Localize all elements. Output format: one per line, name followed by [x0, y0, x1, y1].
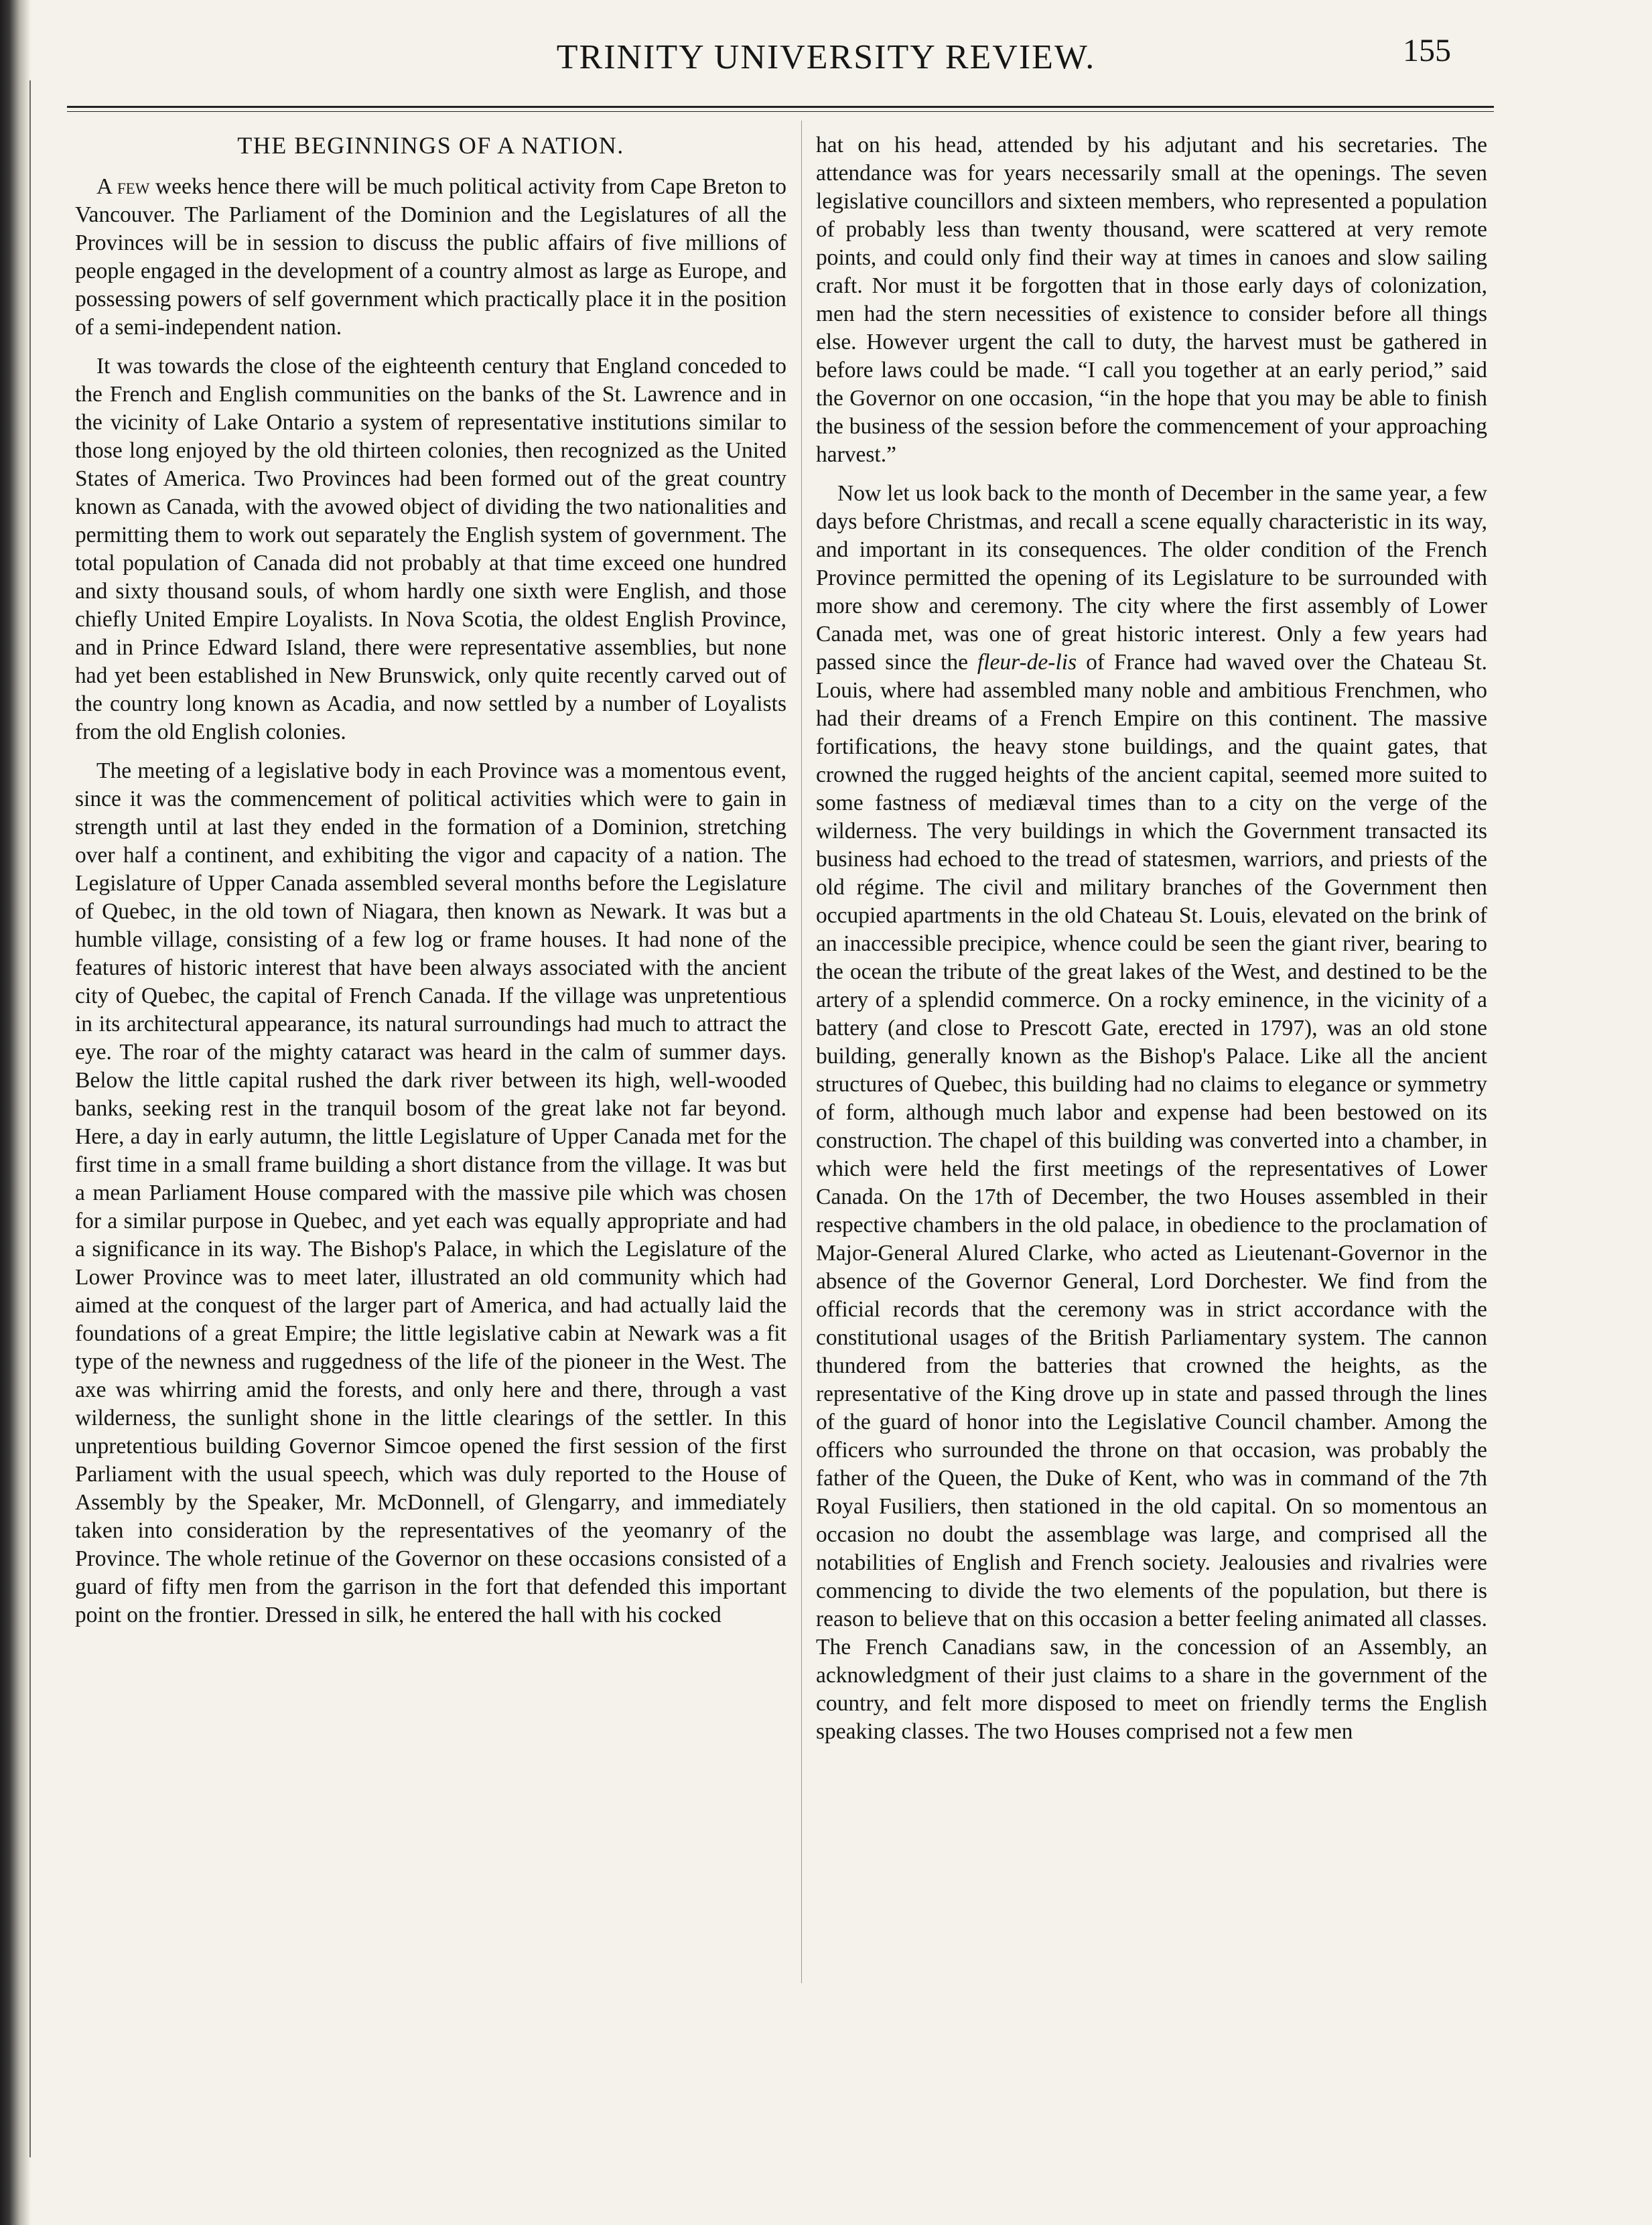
- paragraph-3: The meeting of a legislative body in each Province was a momentous event, since it was the commencement of political activities which were to gain in strength until at last they ended in the formation of a Dominion, stretching over half a continent, and exhibiting the vigor and capacity of a nation. The Legislature of Upper Canada assembled several months before the Legislature of Quebec, in the old town of Niagara, then known as Newark. It was but a humble village, consisting of a few log or frame houses. It had none of the features of historic interest that have been always associated with the ancient city of Quebec, the capital of French Canada. If the village was unpretentious in its architectural appearance, its natural surroundings had much to attract the eye. The roar of the mighty cataract was heard in the calm of summer days. Below the little capital rushed the dark river between its high, well-wooded banks, seeking rest in the tranquil bosom of the great lake not far beyond. Here, a day in early autumn, the little Legislature of Upper Canada met for the first time in a small frame building a short distance from the village. It was but a mean Parliament House compared with the massive pile which was chosen for a similar purpose in Quebec, and yet each was equally appropriate and had a significance in its way. The Bishop's Palace, in which the Legislature of the Lower Province was to meet later, illustrated an old community which had aimed at the conquest of the larger part of America, and had actually laid the foundations of a great Empire; the little legislative cabin at Newark was a fit type of the newness and ruggedness of the life of the pioneer in the West. The axe was whirring amid the forests, and only here and there, through a vast wilderness, the sunlight shone in the little clearings of the settler. In this unpretentious building Governor Simcoe opened the first session of the first Parliament with the usual speech, which was duly reported to the House of Assembly by the Speaker, Mr. McDonnell, of Glengarry, and immediately taken into consideration by the representatives of the yeomanry of the Province. The whole retinue of the Governor on these occasions consisted of a guard of fifty men from the garrison in the fort that defended this important point on the frontier. Dressed in silk, he entered the hall with his cocked: [75, 758, 786, 1627]
- running-title: TRINITY UNIVERSITY REVIEW.: [556, 38, 1096, 76]
- page-binding-shadow: [0, 0, 31, 2225]
- binding-edge-line: [29, 80, 31, 2157]
- paragraph-5-text-a: Now let us look back to the month of December in the same year, a few days before Christmas, and recall a scene equally characteristic in its way, and important in its consequences. The older condition of the French Province permitted the opening of its Legislature to be surrounded with more show and ceremony. The city where the first assembly of Lower Canada met, was one of great historic interest. Only a few years had passed since the: [816, 481, 1487, 675]
- right-column: [816, 131, 1487, 1757]
- header-rule: [67, 106, 1494, 108]
- paragraph-1-text: weeks hence there will be much political activity from Cape Breton to Vancouver. The Parliament of the Dominion and the Legislatures of all the Provinces will be in session to discuss the public affairs of five millions of people engaged in the development of a country almost as large as Europe, and possessing powers of self government which practically place it in the position of a semi-independent nation.: [75, 174, 786, 340]
- page-header: [0, 25, 1652, 86]
- paragraph-4: hat on his head, attended by his adjutant and his secretaries. The attendance was for years necessarily small at the openings. The seven legislative councillors and sixteen members, who represented a population of probably less than twenty thousand, were scattered at very remote points, and could only find their way at times in canoes and slow sailing craft. Nor must it be forgotten that in those early days of colonization, men had the stern necessities of existence to consider before all things else. However urgent the call to duty, the harvest must be gathered in before laws could be made. “I call you together at an early period,” said the Governor on one occasion, “in the hope that you may be able to finish the business of the session before the commencement of your approaching harvest.”: [816, 133, 1487, 467]
- paragraph-5-italic: fleur-de-lis: [977, 650, 1077, 675]
- paragraph-5: [816, 480, 1487, 1746]
- column-divider: [801, 121, 802, 1983]
- header-rule-thin: [67, 111, 1494, 112]
- paragraph-1-lead: A few: [96, 174, 150, 199]
- paragraph-1: [75, 173, 786, 342]
- paragraph-2: It was towards the close of the eighteenth century that England conceded to the French and English communities on the banks of the St. Lawrence and in the vicinity of Lake Ontario a system of representative institutions similar to those long enjoyed by the old thirteen colonies, then recognized as the United States of America. Two Provinces had been formed out of the great country known as Canada, with the avowed object of dividing the two nationalities and permitting them to work out separately the English system of government. The total population of Canada did not probably at that time exceed one hundred and sixty thousand souls, of whom hardly one sixth were English, and those chiefly United Empire Loyalists. In Nova Scotia, the oldest English Province, and in Prince Edward Island, there were representative assemblies, but none had yet been established in New Brunswick, only quite recently carved out of the country long known as Acadia, and now settled by a number of Loyalists from the old English colonies.: [75, 354, 786, 744]
- left-column: [75, 131, 786, 1640]
- paragraph-5-text-b: of France had waved over the Chateau St. Louis, where had assembled many noble and ambitious Frenchmen, who had their dreams of a French Empire on this continent. The massive fortifications, the heavy stone buildings, and the quaint gates, that crowned the rugged heights of the ancient capital, seemed more suited to some fastness of mediæval times than to a city on the verge of the wilderness. The very buildings in which the Government transacted its business had echoed to the tread of statesmen, warriors, and priests of the old régime. The civil and military branches of the Government then occupied apartments in the old Chateau St. Louis, elevated on the brink of an inaccessible precipice, whence could be seen the giant river, bearing to the ocean the tribute of the great lakes of the West, and destined to be the artery of a splendid commerce. On a rocky eminence, in the vicinity of a battery (and close to Prescott Gate, erected in 1797), was an old stone building, generally known as the Bishop's Palace. Like all the ancient structures of Quebec, this building had no claims to elegance or symmetry of form, although much labor and expense had been bestowed on its construction. The chapel of this building was converted into a chamber, in which were held the first meetings of the representatives of Lower Canada. On the 17th of December, the two Houses assembled in their respective chambers in the old palace, in obedience to the proclamation of Major-General Alured Clarke, who acted as Lieutenant-Governor in the absence of the Governor General, Lord Dorchester. We find from the official records that the ceremony was in strict accordance with the constitutional usages of the British Parliamentary system. The cannon thundered from the batteries that crowned the heights, as the representative of the King drove up in state and passed through the lines of the guard of honor into the Legislative Council chamber. Among the officers who surrounded the throne on that occasion, was probably the father of the Queen, the Duke of Kent, who was in command of the 7th Royal Fusiliers, then stationed in the old capital. On so momentous an occasion no doubt the assemblage was large, and comprised all the notabilities of English and French society. Jealousies and rivalries were commencing to divide the two elements of the population, but there is reason to believe that on this occasion a better feeling animated all classes. The French Canadians saw, in the concession of an Assembly, an acknowledgment of their just claims to a share in the government of the country, and felt more disposed to meet on friendly terms the English speaking classes. The two Houses comprised not a few men: [816, 650, 1488, 1744]
- page-number: 155: [1403, 33, 1451, 68]
- article-title: THE BEGINNINGS OF A NATION.: [237, 132, 624, 159]
